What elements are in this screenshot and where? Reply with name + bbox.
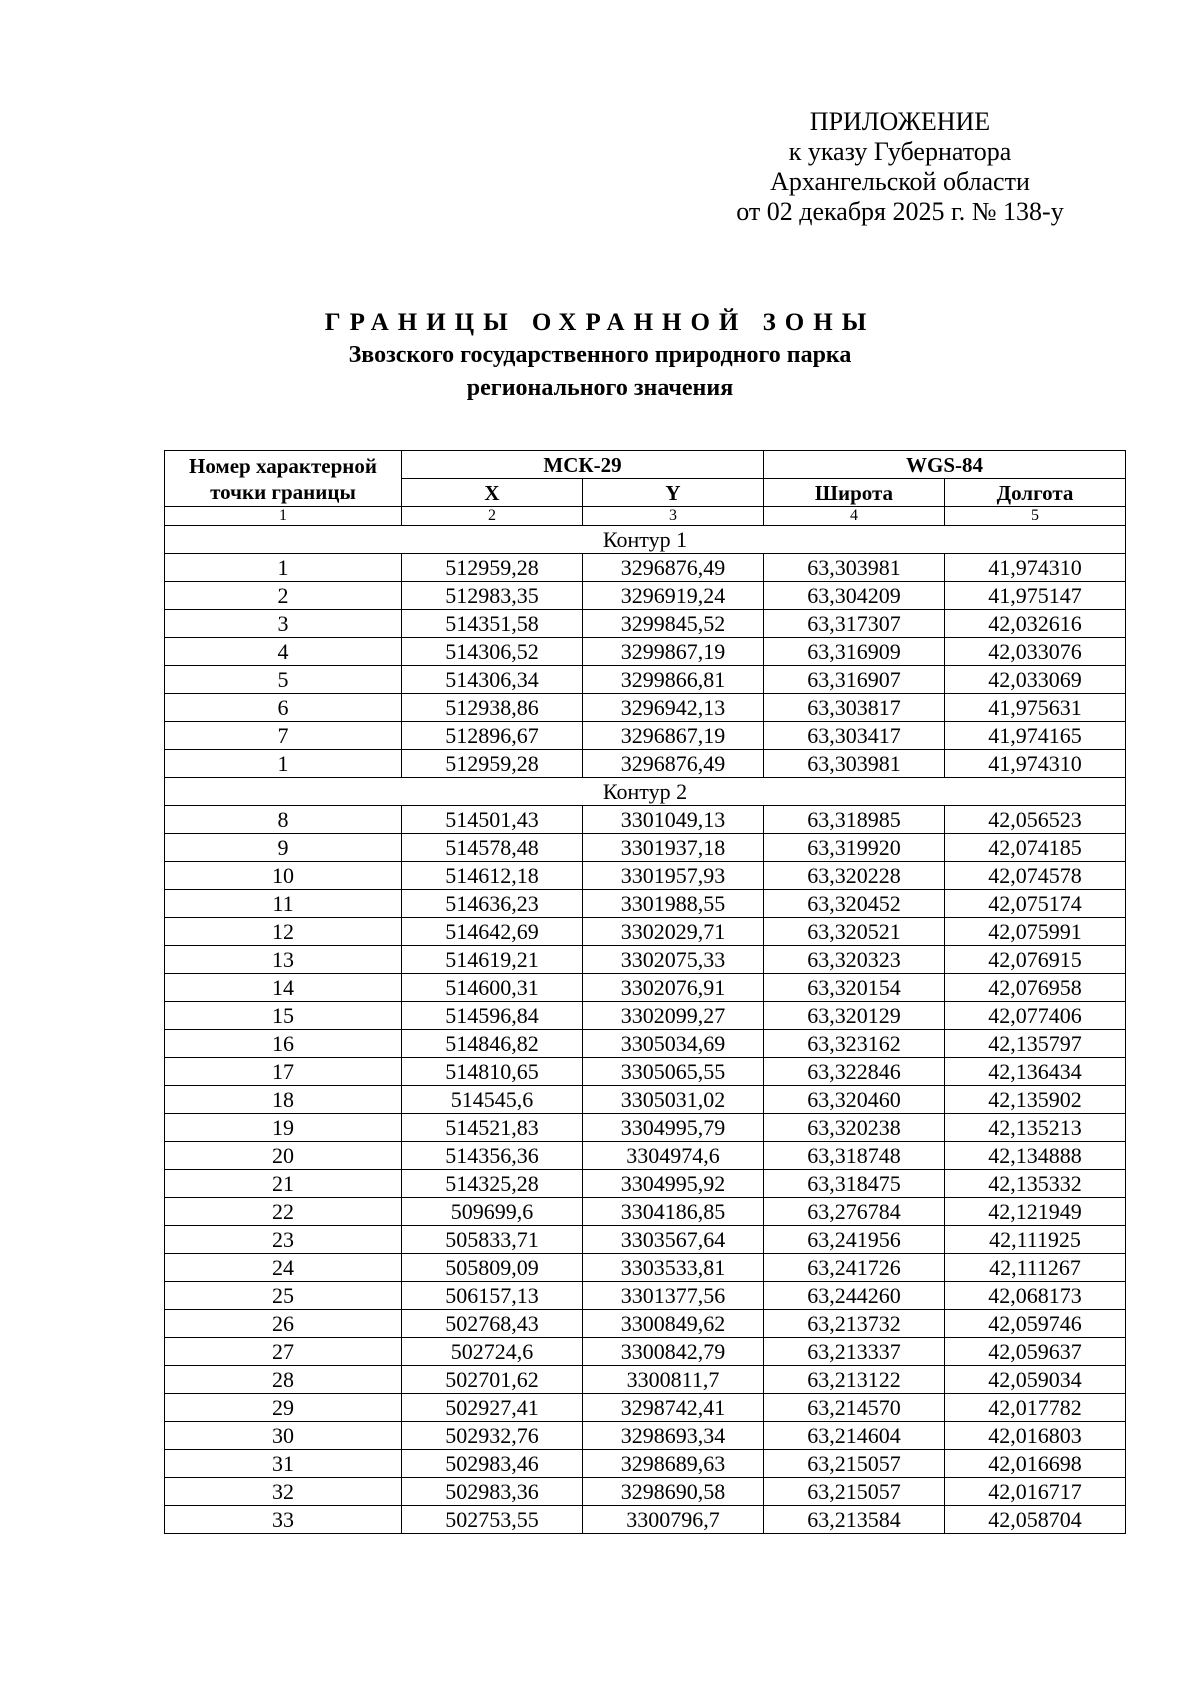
table-row <box>165 1058 1126 1086</box>
cell-latitude: 63,320154 <box>764 974 945 1002</box>
header-latitude: Широта <box>764 479 945 507</box>
table-body <box>165 507 1126 1534</box>
table-row <box>165 1478 1126 1506</box>
cell-x: 514545,6 <box>402 1086 583 1114</box>
cell-x: 502983,36 <box>402 1478 583 1506</box>
table-row <box>165 890 1126 918</box>
cell-point-number: 28 <box>165 1366 402 1394</box>
cell-point-number: 21 <box>165 1170 402 1198</box>
cell-y: 3299867,19 <box>583 638 764 666</box>
cell-point-number: 5 <box>165 666 402 694</box>
cell-point-number: 31 <box>165 1450 402 1478</box>
column-number: 5 <box>945 507 1126 526</box>
cell-longitude: 42,135797 <box>945 1030 1126 1058</box>
cell-longitude: 42,032616 <box>945 610 1126 638</box>
appendix-decree: к указу Губернатора <box>788 137 1012 166</box>
cell-longitude: 42,121949 <box>945 1198 1126 1226</box>
cell-x: 502983,46 <box>402 1450 583 1478</box>
cell-point-number: 7 <box>165 722 402 750</box>
cell-latitude: 63,317307 <box>764 610 945 638</box>
cell-longitude: 42,134888 <box>945 1142 1126 1170</box>
cell-point-number: 8 <box>165 806 402 834</box>
table-row <box>165 582 1126 610</box>
table-row <box>165 1030 1126 1058</box>
cell-point-number: 10 <box>165 862 402 890</box>
cell-y: 3296919,24 <box>583 582 764 610</box>
cell-longitude: 42,111925 <box>945 1226 1126 1254</box>
column-number: 4 <box>764 507 945 526</box>
table-row <box>165 1142 1126 1170</box>
cell-y: 3302075,33 <box>583 946 764 974</box>
cell-point-number: 1 <box>165 554 402 582</box>
cell-y: 3299845,52 <box>583 610 764 638</box>
cell-latitude: 63,318985 <box>764 806 945 834</box>
cell-longitude: 41,974310 <box>945 750 1126 778</box>
cell-x: 502932,76 <box>402 1422 583 1450</box>
cell-x: 514636,23 <box>402 890 583 918</box>
cell-x: 512983,35 <box>402 582 583 610</box>
header-msk29: МСК-29 <box>402 451 764 479</box>
cell-point-number: 24 <box>165 1254 402 1282</box>
cell-longitude: 42,075174 <box>945 890 1126 918</box>
appendix-date: от 02 декабря 2025 г. № 138-у <box>736 197 1064 226</box>
cell-point-number: 13 <box>165 946 402 974</box>
title-line-2: Звозского государственного природного парка <box>348 342 852 368</box>
cell-y: 3305065,55 <box>583 1058 764 1086</box>
cell-longitude: 41,975631 <box>945 694 1126 722</box>
cell-x: 514600,31 <box>402 974 583 1002</box>
cell-longitude: 42,033069 <box>945 666 1126 694</box>
cell-x: 502724,6 <box>402 1338 583 1366</box>
cell-x: 514306,52 <box>402 638 583 666</box>
cell-latitude: 63,320238 <box>764 1114 945 1142</box>
cell-latitude: 63,213732 <box>764 1310 945 1338</box>
cell-x: 512938,86 <box>402 694 583 722</box>
cell-y: 3305034,69 <box>583 1030 764 1058</box>
cell-point-number: 22 <box>165 1198 402 1226</box>
title-line-1: ГРАНИЦЫ ОХРАННОЙ ЗОНЫ <box>324 309 876 336</box>
cell-y: 3301988,55 <box>583 890 764 918</box>
table-row <box>165 1198 1126 1226</box>
cell-latitude: 63,303981 <box>764 554 945 582</box>
cell-latitude: 63,213122 <box>764 1366 945 1394</box>
cell-latitude: 63,320521 <box>764 918 945 946</box>
cell-y: 3300811,7 <box>583 1366 764 1394</box>
cell-y: 3300796,7 <box>583 1506 764 1534</box>
cell-x: 514810,65 <box>402 1058 583 1086</box>
table-row <box>165 1114 1126 1142</box>
document-title <box>0 306 1200 405</box>
cell-x: 502768,43 <box>402 1310 583 1338</box>
cell-latitude: 63,319920 <box>764 834 945 862</box>
cell-x: 514351,58 <box>402 610 583 638</box>
cell-longitude: 42,016803 <box>945 1422 1126 1450</box>
column-number: 3 <box>583 507 764 526</box>
cell-point-number: 29 <box>165 1394 402 1422</box>
table-row <box>165 722 1126 750</box>
table-row <box>165 834 1126 862</box>
cell-latitude: 63,316909 <box>764 638 945 666</box>
cell-longitude: 42,059034 <box>945 1366 1126 1394</box>
cell-longitude: 42,075991 <box>945 918 1126 946</box>
cell-longitude: 41,974165 <box>945 722 1126 750</box>
cell-x: 506157,13 <box>402 1282 583 1310</box>
cell-point-number: 30 <box>165 1422 402 1450</box>
cell-y: 3302076,91 <box>583 974 764 1002</box>
cell-latitude: 63,213337 <box>764 1338 945 1366</box>
cell-latitude: 63,320452 <box>764 890 945 918</box>
table-row <box>165 1394 1126 1422</box>
cell-point-number: 3 <box>165 610 402 638</box>
header-x: X <box>402 479 583 507</box>
cell-point-number: 9 <box>165 834 402 862</box>
cell-point-number: 27 <box>165 1338 402 1366</box>
cell-x: 509699,6 <box>402 1198 583 1226</box>
cell-longitude: 42,135902 <box>945 1086 1126 1114</box>
table-row <box>165 946 1126 974</box>
cell-y: 3303533,81 <box>583 1254 764 1282</box>
cell-latitude: 63,304209 <box>764 582 945 610</box>
column-number: 2 <box>402 507 583 526</box>
cell-latitude: 63,322846 <box>764 1058 945 1086</box>
cell-x: 514642,69 <box>402 918 583 946</box>
cell-latitude: 63,316907 <box>764 666 945 694</box>
cell-y: 3302099,27 <box>583 1002 764 1030</box>
table-row <box>165 750 1126 778</box>
cell-point-number: 16 <box>165 1030 402 1058</box>
cell-y: 3296942,13 <box>583 694 764 722</box>
cell-x: 502701,62 <box>402 1366 583 1394</box>
cell-latitude: 63,320460 <box>764 1086 945 1114</box>
cell-point-number: 26 <box>165 1310 402 1338</box>
appendix-heading: ПРИЛОЖЕНИЕ <box>809 107 991 136</box>
table-row <box>165 806 1126 834</box>
cell-y: 3304974,6 <box>583 1142 764 1170</box>
appendix-region: Архангельской области <box>770 167 1030 196</box>
cell-x: 514596,84 <box>402 1002 583 1030</box>
cell-y: 3299866,81 <box>583 666 764 694</box>
table-row <box>165 1282 1126 1310</box>
cell-x: 512959,28 <box>402 750 583 778</box>
cell-latitude: 63,214604 <box>764 1422 945 1450</box>
cell-x: 502927,41 <box>402 1394 583 1422</box>
cell-point-number: 15 <box>165 1002 402 1030</box>
cell-latitude: 63,303417 <box>764 722 945 750</box>
cell-point-number: 14 <box>165 974 402 1002</box>
cell-point-number: 19 <box>165 1114 402 1142</box>
cell-y: 3298742,41 <box>583 1394 764 1422</box>
cell-longitude: 42,059746 <box>945 1310 1126 1338</box>
cell-y: 3296876,49 <box>583 750 764 778</box>
cell-longitude: 42,135213 <box>945 1114 1126 1142</box>
cell-latitude: 63,320323 <box>764 946 945 974</box>
cell-latitude: 63,303981 <box>764 750 945 778</box>
cell-latitude: 63,241726 <box>764 1254 945 1282</box>
table-row <box>165 638 1126 666</box>
cell-point-number: 2 <box>165 582 402 610</box>
table-row <box>165 1254 1126 1282</box>
cell-longitude: 42,033076 <box>945 638 1126 666</box>
cell-x: 505809,09 <box>402 1254 583 1282</box>
cell-latitude: 63,303817 <box>764 694 945 722</box>
cell-x: 512959,28 <box>402 554 583 582</box>
cell-x: 514306,34 <box>402 666 583 694</box>
cell-x: 512896,67 <box>402 722 583 750</box>
cell-point-number: 32 <box>165 1478 402 1506</box>
table-row <box>165 1086 1126 1114</box>
table-row <box>165 694 1126 722</box>
cell-y: 3305031,02 <box>583 1086 764 1114</box>
cell-longitude: 42,068173 <box>945 1282 1126 1310</box>
table-row <box>165 1002 1126 1030</box>
table-row <box>165 974 1126 1002</box>
cell-longitude: 42,016698 <box>945 1450 1126 1478</box>
header-longitude: Долгота <box>945 479 1126 507</box>
cell-x: 514619,21 <box>402 946 583 974</box>
cell-x: 502753,55 <box>402 1506 583 1534</box>
cell-latitude: 63,215057 <box>764 1450 945 1478</box>
table-row <box>165 554 1126 582</box>
cell-latitude: 63,318748 <box>764 1142 945 1170</box>
header-y: Y <box>583 479 764 507</box>
cell-point-number: 18 <box>165 1086 402 1114</box>
header-point-number: Номер характерной точки границы <box>165 451 402 507</box>
cell-point-number: 12 <box>165 918 402 946</box>
cell-y: 3301957,93 <box>583 862 764 890</box>
column-number: 1 <box>165 507 402 526</box>
cell-longitude: 42,135332 <box>945 1170 1126 1198</box>
cell-x: 514578,48 <box>402 834 583 862</box>
cell-y: 3298693,34 <box>583 1422 764 1450</box>
cell-latitude: 63,318475 <box>764 1170 945 1198</box>
table-row <box>165 918 1126 946</box>
cell-y: 3303567,64 <box>583 1226 764 1254</box>
cell-x: 514846,82 <box>402 1030 583 1058</box>
coordinates-table <box>164 450 1126 1534</box>
cell-latitude: 63,244260 <box>764 1282 945 1310</box>
cell-y: 3298690,58 <box>583 1478 764 1506</box>
cell-longitude: 41,975147 <box>945 582 1126 610</box>
cell-latitude: 63,213584 <box>764 1506 945 1534</box>
table-row <box>165 1310 1126 1338</box>
cell-latitude: 63,215057 <box>764 1478 945 1506</box>
cell-y: 3300842,79 <box>583 1338 764 1366</box>
cell-x: 514612,18 <box>402 862 583 890</box>
cell-y: 3300849,62 <box>583 1310 764 1338</box>
cell-longitude: 42,059637 <box>945 1338 1126 1366</box>
table-row <box>165 1338 1126 1366</box>
table-row <box>165 610 1126 638</box>
cell-y: 3302029,71 <box>583 918 764 946</box>
cell-point-number: 25 <box>165 1282 402 1310</box>
contour-title: Контур 1 <box>165 526 1126 554</box>
cell-longitude: 42,017782 <box>945 1394 1126 1422</box>
cell-x: 514356,36 <box>402 1142 583 1170</box>
cell-latitude: 63,276784 <box>764 1198 945 1226</box>
cell-longitude: 42,056523 <box>945 806 1126 834</box>
cell-point-number: 4 <box>165 638 402 666</box>
cell-longitude: 42,076915 <box>945 946 1126 974</box>
cell-latitude: 63,241956 <box>764 1226 945 1254</box>
cell-y: 3301049,13 <box>583 806 764 834</box>
table-row <box>165 1226 1126 1254</box>
table-row <box>165 862 1126 890</box>
header-wgs84: WGS-84 <box>764 451 1126 479</box>
cell-point-number: 6 <box>165 694 402 722</box>
cell-latitude: 63,323162 <box>764 1030 945 1058</box>
cell-x: 514501,43 <box>402 806 583 834</box>
table-row <box>165 1506 1126 1534</box>
cell-y: 3304186,85 <box>583 1198 764 1226</box>
cell-longitude: 42,076958 <box>945 974 1126 1002</box>
column-number-row <box>165 507 1126 526</box>
cell-x: 514325,28 <box>402 1170 583 1198</box>
cell-longitude: 42,077406 <box>945 1002 1126 1030</box>
cell-y: 3304995,79 <box>583 1114 764 1142</box>
cell-latitude: 63,320228 <box>764 862 945 890</box>
cell-point-number: 20 <box>165 1142 402 1170</box>
table-row <box>165 1422 1126 1450</box>
table-row <box>165 1366 1126 1394</box>
cell-x: 505833,71 <box>402 1226 583 1254</box>
table-row <box>165 1450 1126 1478</box>
appendix-block <box>700 107 1100 227</box>
table-row <box>165 666 1126 694</box>
cell-point-number: 11 <box>165 890 402 918</box>
cell-longitude: 42,058704 <box>945 1506 1126 1534</box>
cell-y: 3301937,18 <box>583 834 764 862</box>
cell-y: 3296867,19 <box>583 722 764 750</box>
contour-row <box>165 526 1126 554</box>
cell-point-number: 17 <box>165 1058 402 1086</box>
title-line-3: регионального значения <box>466 375 734 401</box>
cell-longitude: 42,111267 <box>945 1254 1126 1282</box>
cell-longitude: 42,074185 <box>945 834 1126 862</box>
cell-point-number: 23 <box>165 1226 402 1254</box>
cell-longitude: 42,074578 <box>945 862 1126 890</box>
cell-point-number: 33 <box>165 1506 402 1534</box>
cell-y: 3298689,63 <box>583 1450 764 1478</box>
cell-y: 3304995,92 <box>583 1170 764 1198</box>
cell-y: 3296876,49 <box>583 554 764 582</box>
cell-point-number: 1 <box>165 750 402 778</box>
contour-row <box>165 778 1126 806</box>
cell-longitude: 42,136434 <box>945 1058 1126 1086</box>
cell-x: 514521,83 <box>402 1114 583 1142</box>
cell-latitude: 63,214570 <box>764 1394 945 1422</box>
cell-latitude: 63,320129 <box>764 1002 945 1030</box>
cell-longitude: 41,974310 <box>945 554 1126 582</box>
cell-y: 3301377,56 <box>583 1282 764 1310</box>
cell-longitude: 42,016717 <box>945 1478 1126 1506</box>
contour-title: Контур 2 <box>165 778 1126 806</box>
table-row <box>165 1170 1126 1198</box>
